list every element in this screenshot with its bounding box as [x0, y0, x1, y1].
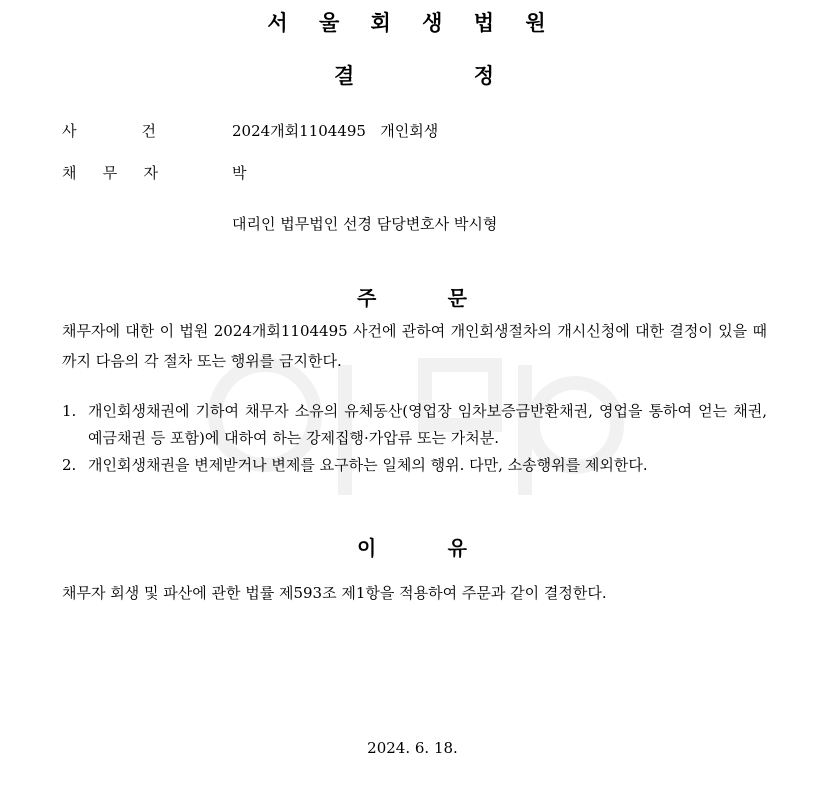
- order-heading-char: 주: [357, 286, 377, 310]
- debtor-label-char: 무: [102, 164, 118, 182]
- debtor-label-char: 채: [62, 164, 77, 182]
- document-type-title: [334, 60, 494, 90]
- case-label: [62, 120, 156, 141]
- case-type: 개인회생: [380, 122, 439, 140]
- debtor-name: 박: [232, 164, 247, 182]
- order-item-number: 1.: [62, 402, 77, 420]
- order-intro: 채무자에 대한 이 법원 2024개회1104495 사건에 관하여 개인회생절차의 개시신청에 대한 결정이 있을 때까지 다음의 각 절차 또는 행위를 금지한다.: [62, 322, 767, 370]
- debtor-label: [62, 162, 158, 183]
- order-item: [62, 398, 767, 452]
- decision-date: 2024. 6. 18.: [367, 739, 458, 757]
- order-heading-char: 문: [447, 286, 467, 310]
- reason-heading-char: 이: [357, 536, 377, 560]
- document-type-char: 결: [334, 64, 355, 88]
- order-item-text: 개인회생채권을 변제받거나 변제를 요구하는 일체의 행위. 다만, 소송행위를 제외한다.: [88, 456, 648, 474]
- order-item-number: 2.: [62, 456, 77, 474]
- case-label-char: 사: [62, 122, 77, 140]
- order-heading: [357, 282, 467, 311]
- case-number: 2024개회1104495: [232, 122, 366, 140]
- case-label-char: 건: [141, 122, 156, 140]
- document-type-char: 정: [473, 64, 494, 88]
- reason-heading: [357, 532, 467, 561]
- case-value: [232, 120, 438, 141]
- order-item: [62, 452, 767, 479]
- order-item-text: 개인회생채권에 기하여 채무자 소유의 유체동산(영업장 임차보증금반환채권, 영업을 통하여 얻는 채권, 예금채권 등 포함)에 대하여 하는 강제집행·가압류 또는 가처분.: [88, 402, 767, 447]
- court-name: 서 울 회 생 법 원: [267, 11, 558, 35]
- reason-heading-char: 유: [447, 536, 467, 560]
- debtor-label-char: 자: [143, 164, 158, 182]
- reason-text: 채무자 회생 및 파산에 관한 법률 제593조 제1항을 적용하여 주문과 같이 결정한다.: [62, 584, 607, 602]
- debtor-representative: 대리인 법무법인 선경 담당변호사 박시형: [232, 215, 498, 233]
